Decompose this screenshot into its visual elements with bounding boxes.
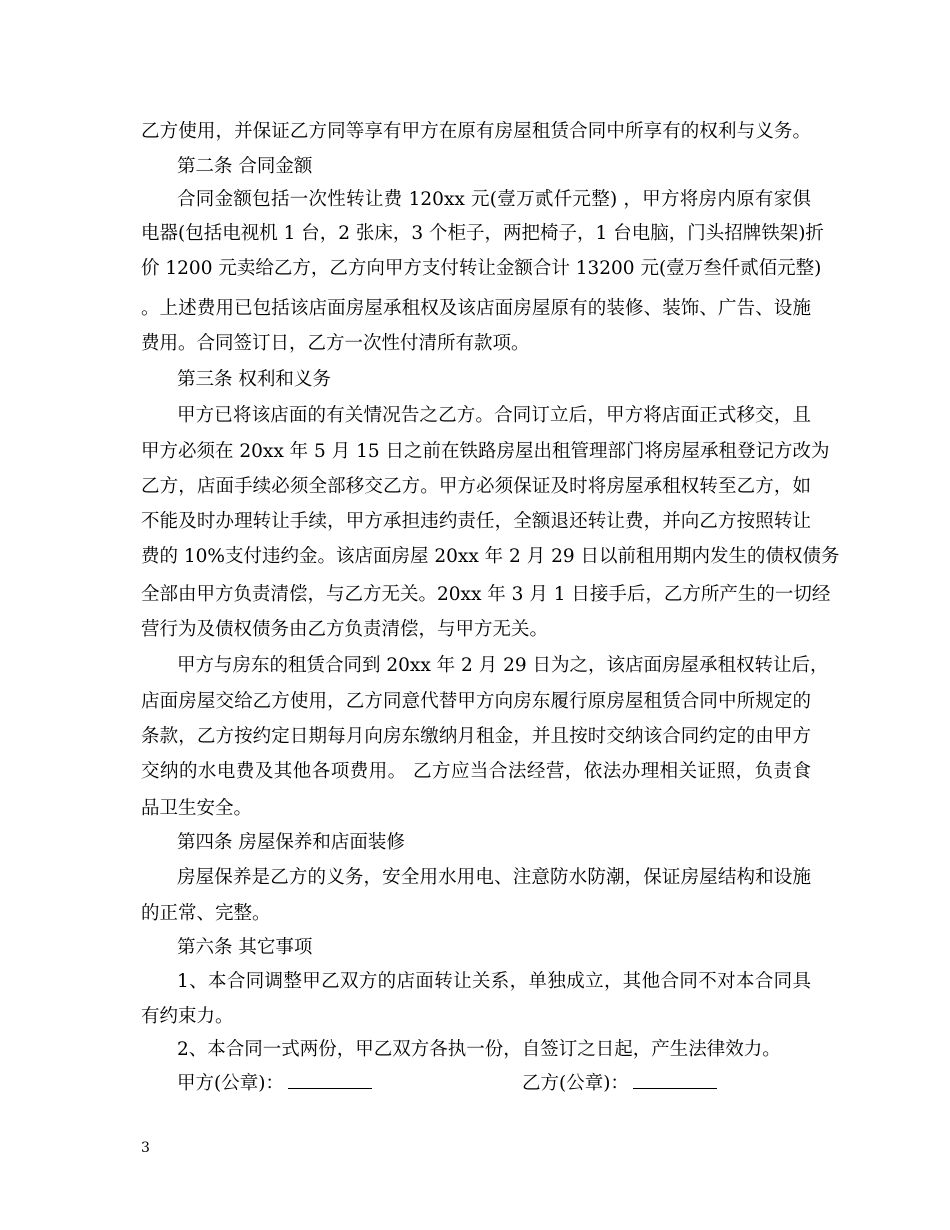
paragraph-line: 营行为及债权债务由乙方负责清偿，与甲方无关。 (141, 619, 549, 640)
paragraph-line: 费用。合同签订日，乙方一次性付清所有款项。 (141, 333, 530, 354)
section-heading: 第二条 合同金额 (177, 156, 313, 177)
party-b-blank (633, 1070, 717, 1089)
paragraph-line: 价 1200 元卖给乙方，乙方向甲方支付转让金额合计 13200 元(壹万叁仟贰佰元整) (141, 258, 822, 279)
paragraph-line: 乙方，店面手续必须全部移交乙方。甲方必须保证及时将房屋承租权转至乙方，如 (141, 476, 811, 497)
paragraph-line: 费的 10%支付违约金。该店面房屋 20xx 年 2 月 29 日以前租用期内发生的债权债务 (141, 546, 840, 567)
paragraph-line: 的正常、完整。 (141, 903, 271, 924)
paragraph-line: 交纳的水电费及其他各项费用。 乙方应当合法经营，依法办理相关证照，负责食 (141, 761, 811, 782)
paragraph-line: 。上述费用已包括该店面房屋承租权及该店面房屋原有的装修、装饰、广告、设施 (141, 298, 811, 319)
paragraph-line: 甲方与房东的租赁合同到 20xx 年 2 月 29 日为之，该店面房屋承租权转让后， (177, 655, 829, 676)
section-heading: 第三条 权利和义务 (177, 369, 331, 390)
paragraph-line: 1、本合同调整甲乙双方的店面转让关系，单独成立，其他合同不对本合同具 (177, 971, 811, 992)
paragraph-line: 不能及时办理转让手续，甲方承担违约责任，全额退还转让费，并向乙方按照转让 (141, 511, 811, 532)
paragraph-line: 房屋保养是乙方的义务，安全用水用电、注意防水防潮，保证房屋结构和设施 (177, 867, 811, 888)
party-b-label: 乙方(公章)： (522, 1073, 629, 1094)
paragraph-line: 条款，乙方按约定日期每月向房东缴纳月租金，并且按时交纳该合同约定的由甲方 (141, 726, 811, 747)
page-number: 3 (141, 1140, 150, 1156)
paragraph-line: 乙方使用，并保证乙方同等享有甲方在原有房屋租赁合同中所享有的权利与义务。 (141, 121, 811, 142)
paragraph-line: 全部由甲方负责清偿，与乙方无关。20xx 年 3 月 1 日接手后，乙方所产生的一切经 (141, 584, 831, 605)
section-heading: 第四条 房屋保养和店面装修 (177, 832, 405, 853)
party-b-signature (522, 1070, 717, 1096)
paragraph-line: 2、本合同一式两份，甲乙双方各执一份，自签订之日起，产生法律效力。 (177, 1039, 781, 1060)
party-a-label: 甲方(公章)： (177, 1073, 284, 1094)
paragraph-line: 有约束力。 (141, 1006, 234, 1027)
paragraph-line: 店面房屋交给乙方使用，乙方同意代替甲方向房东履行原房屋租赁合同中所规定的 (141, 691, 811, 712)
paragraph-line: 电器(包括电视机 1 台，2 张床，3 个柜子，两把椅子，1 台电脑，门头招牌铁架)折 (141, 223, 824, 244)
paragraph-line: 品卫生安全。 (141, 798, 253, 819)
party-a-blank (288, 1070, 372, 1089)
paragraph-line: 甲方已将该店面的有关情况告之乙方。合同订立后，甲方将店面正式移交，且 (177, 405, 811, 426)
party-a-signature (177, 1070, 372, 1096)
section-heading: 第六条 其它事项 (177, 937, 313, 958)
paragraph-line: 合同金额包括一次性转让费 120xx 元(壹万贰仟元整) ，甲方将房内原有家俱 (177, 189, 811, 210)
paragraph-line: 甲方必须在 20xx 年 5 月 15 日之前在铁路房屋出租管理部门将房屋承租登记方改为 (141, 441, 830, 462)
